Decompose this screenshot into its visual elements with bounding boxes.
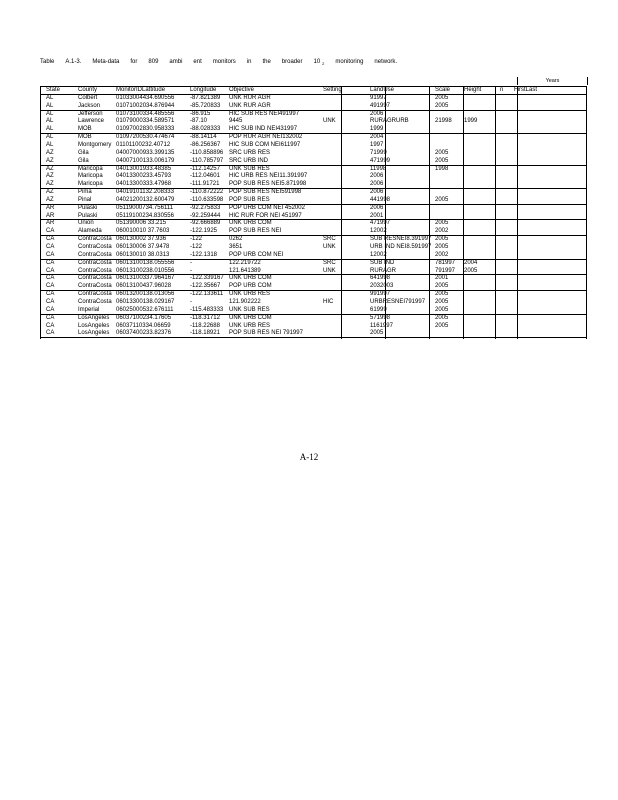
table-cell: 2006 (370, 189, 384, 196)
table-cell: 2006 (370, 204, 384, 211)
table-cell: 122.219722 (229, 259, 261, 266)
table-cell: CA (46, 259, 55, 266)
table-cell: 791997 (435, 267, 456, 274)
table-cell: 2005 (435, 322, 449, 329)
table-cell: -92.259444 (190, 212, 221, 219)
row-divider (40, 337, 586, 338)
table-row (40, 251, 586, 259)
table-cell: RURAGRURB (370, 118, 409, 125)
table-cell: -110.858896 (190, 149, 224, 156)
table-cell: AZ (46, 165, 54, 172)
table-cell: -111.91721 (190, 181, 220, 188)
table-cell: ContraCosta (78, 236, 112, 243)
page-number: A-12 (299, 452, 319, 462)
table-cell: 01097002830.958333 (116, 126, 175, 133)
table-cell: AR (46, 212, 55, 219)
table-cell: CA (46, 330, 55, 337)
table-cell: 571998 (370, 314, 391, 321)
table-row (40, 196, 586, 204)
caption-word: the (262, 59, 271, 65)
table-cell: AZ (46, 181, 54, 188)
table-cell: Maricopa (78, 165, 103, 172)
table-cell: 06013100337.964167 (116, 275, 175, 282)
table-cell: SRC URB RES (229, 149, 271, 156)
table-cell: 06037110334.06659 (116, 322, 171, 329)
table-row (40, 322, 586, 330)
table-cell: Jackson (78, 102, 101, 109)
table-cell: SUB RESNEI8.391997 (370, 236, 432, 243)
table-cell: 051390006 33.215 (116, 220, 167, 227)
table-cell: CA (46, 236, 55, 243)
table-cell: 21998 (435, 118, 452, 125)
table-cell: UNK URB COM (229, 314, 272, 321)
table-cell: POP URB COM NEI 452002 (229, 204, 305, 211)
table-cell: HIC RUR FOR NEI 451997 (229, 212, 302, 219)
table-cell: Colbert (78, 94, 98, 101)
table-cell: Maricopa (78, 173, 103, 180)
table-cell: 04013001933.48385 (116, 165, 172, 172)
table-cell: 1997 (370, 141, 384, 148)
table-cell: 05119100234.830556 (116, 212, 174, 219)
table-cell: 04013300233.45793 (116, 173, 172, 180)
table-row (40, 141, 586, 149)
table-cell: CA (46, 306, 55, 313)
table-cell: 060130002 37.936 (116, 236, 167, 243)
table-cell: UNK RUR AGR (229, 94, 271, 101)
caption-word: 10 (313, 59, 321, 65)
table-row (40, 290, 586, 298)
table-cell: URBRESNEI791997 (370, 298, 426, 305)
table-cell: -88.028333 (190, 126, 221, 133)
column-header: Setting (323, 87, 342, 93)
table-cell: CA (46, 267, 55, 274)
table-row (40, 117, 586, 125)
table-cell: 01101100232.40712 (116, 141, 171, 148)
table-cell: AZ (46, 189, 54, 196)
table-cell: Maricopa (78, 181, 103, 188)
table-cell: -110.872222 (190, 189, 224, 196)
table-cell: 05119000734.756111 (116, 204, 174, 211)
table-cell: 0262 (229, 236, 243, 243)
row-divider (40, 86, 586, 87)
table-cell: RURAGR (370, 267, 397, 274)
table-cell: ContraCosta (78, 244, 112, 250)
table-cell: 2006 (370, 110, 384, 117)
table-cell: 2005 (435, 291, 449, 298)
table-cell: Gila (78, 157, 89, 164)
caption-word: network. (374, 59, 398, 65)
table-row (40, 172, 586, 180)
table-cell: 9445 (229, 118, 243, 125)
table-cell: UNK URB RES (229, 322, 271, 329)
table-cell: -118.18921 (190, 330, 220, 337)
table-cell: 991997 (370, 291, 391, 298)
table-cell: -122.1318 (190, 251, 218, 258)
table-cell: AZ (46, 196, 54, 203)
table-cell: MOB (78, 134, 92, 141)
table-cell: POP URB COM (229, 283, 272, 290)
table-cell: 2004 (370, 134, 384, 141)
table-cell: 04013300333.47968 (116, 181, 172, 188)
table-row (40, 298, 586, 306)
table-cell: -112.14257 (190, 165, 220, 172)
caption-word: broader (281, 59, 303, 65)
table-cell: 641998 (370, 275, 391, 282)
table-cell: ContraCosta (78, 283, 112, 290)
table-cell: 2005 (435, 244, 449, 250)
table-cell: HIC URB RES NEI11.391997 (229, 173, 308, 180)
table-cell: 060010010 37.7603 (116, 228, 170, 235)
table-cell: AL (46, 102, 54, 109)
table-cell: CA (46, 291, 55, 298)
table-cell: -118.22688 (190, 322, 220, 329)
table-row (40, 329, 586, 337)
table-cell: 2005 (370, 330, 384, 337)
table-cell: 2032003 (370, 283, 394, 290)
table-cell: UNK RUR AGR (229, 102, 271, 109)
table-cell: MOB (78, 126, 92, 133)
table-cell: 01071002034.876944 (116, 102, 175, 109)
table-cell: 01033004434.690556 (116, 94, 175, 101)
table-cell: Pulaski (78, 204, 98, 211)
table-cell: -87.821389 (190, 94, 221, 101)
table-cell: UNK URB RES (229, 291, 271, 298)
table-cell: CA (46, 228, 55, 235)
table-row (40, 125, 586, 133)
table-cell: POP RUR AGR NEI132002 (229, 134, 303, 141)
caption-word: 2 (322, 61, 325, 67)
table-cell: Montgomery (78, 141, 112, 148)
table-row (40, 149, 586, 157)
table-cell: 12002 (370, 228, 387, 235)
table-cell: -122.1925 (190, 228, 218, 235)
table-cell: CA (46, 244, 55, 250)
caption-word: 809 (148, 59, 159, 65)
table-row (40, 227, 586, 235)
table-cell: SRC (323, 236, 336, 243)
table-cell: -122.339167 (190, 275, 224, 282)
table-row (40, 133, 586, 141)
table-cell: CA (46, 298, 55, 305)
table-cell: -88.14114 (190, 134, 217, 141)
table-cell: 06013100437.96028 (116, 283, 172, 290)
table-cell: SRC (323, 259, 336, 266)
table-cell: Imperial (78, 306, 100, 313)
table-cell: AZ (46, 149, 54, 156)
table-row (40, 235, 586, 243)
table-cell: -86.915 (190, 110, 211, 117)
table-cell: UNK SUB RES (229, 306, 270, 313)
table-row (40, 188, 586, 196)
table-cell: 2005 (435, 314, 449, 321)
table-cell: 2005 (435, 220, 449, 227)
table-cell: 491997 (370, 102, 391, 109)
table-cell: - (190, 298, 192, 305)
table-cell: POP URB COM NEI (229, 251, 284, 258)
table-cell: 060130006 37.9478 (116, 244, 170, 250)
table-cell: ContraCosta (78, 251, 112, 258)
table-cell: 2004 (464, 259, 478, 266)
table-row (40, 110, 586, 118)
column-header: FirstLast (514, 87, 538, 93)
table-cell: -87.10 (190, 118, 208, 125)
table-row (40, 165, 586, 173)
table-cell: 04007100133.006179 (116, 157, 175, 164)
table-cell: 781997 (435, 259, 456, 266)
table-cell: 2001 (435, 275, 449, 282)
caption-word: Meta-data (92, 59, 120, 65)
table-cell: 71999 (370, 149, 387, 156)
table-cell: Pima (78, 189, 92, 196)
table-cell: 04019101132.208333 (116, 189, 174, 196)
table-cell: -112.04601 (190, 173, 220, 180)
table-cell: CA (46, 251, 55, 258)
table-cell: Union (78, 220, 94, 227)
table-cell: 01073100334.485556 (116, 110, 175, 117)
column-header: MonitorIDLattitude (116, 87, 166, 93)
table-cell: Lawrence (78, 118, 105, 125)
table-cell: AL (46, 134, 54, 141)
caption-word: monitoring (335, 59, 364, 65)
caption-word: A.1-3. (65, 59, 82, 65)
table-cell: -118.31712 (190, 314, 220, 321)
table-cell: Pinal (78, 196, 92, 203)
table-cell: -115.483333 (190, 306, 224, 313)
table-cell: AL (46, 141, 54, 148)
table-cell: 91997 (370, 94, 387, 101)
table-cell: 61999 (370, 306, 387, 313)
table-cell: AL (46, 110, 54, 117)
table-cell: POP SUB RES NEI591998 (229, 189, 302, 196)
table-cell: SRC URB IND (229, 157, 269, 164)
table-cell: 2005 (435, 196, 449, 203)
table-cell: CA (46, 283, 55, 290)
table-cell: -85.720833 (190, 102, 221, 109)
table-cell: -122 (190, 244, 203, 250)
table-cell: 121.902222 (229, 298, 261, 305)
table-cell: ContraCosta (78, 298, 112, 305)
table-cell: POP SUB RES (229, 196, 270, 203)
table-cell: -92.275833 (190, 204, 221, 211)
table-cell: UNK (323, 244, 336, 250)
table-cell: -110.785797 (190, 157, 224, 164)
table-cell: UNK (323, 118, 336, 125)
table-row (40, 212, 586, 220)
table-cell: CA (46, 322, 55, 329)
table-cell: 2006 (370, 173, 384, 180)
table-cell: -110.633598 (190, 196, 224, 203)
column-header: Objective (229, 87, 255, 93)
table-row (40, 243, 586, 251)
table-cell: 2001 (370, 212, 384, 219)
table-cell: - (190, 259, 192, 266)
table-row (40, 282, 586, 290)
table-row (40, 306, 586, 314)
column-header: n (500, 87, 504, 93)
table-cell: SUB IND (370, 259, 395, 266)
table-header-row (40, 86, 586, 94)
table-cell: AL (46, 126, 54, 133)
table-cell: 2005 (435, 236, 449, 243)
table-cell: - (190, 267, 192, 274)
table-cell: HIC (323, 298, 334, 305)
caption-word: Table (40, 59, 55, 65)
table-caption (40, 58, 580, 68)
table-cell: 2002 (435, 251, 449, 258)
table-cell: UNK URB COM (229, 275, 272, 282)
table-cell: 2005 (435, 306, 449, 313)
table-cell: UNK SUB RES (229, 165, 270, 172)
table-cell: ContraCosta (78, 259, 112, 266)
table-cell: 1998 (435, 165, 449, 172)
table-cell: 2005 (435, 283, 449, 290)
table-cell: -122 (190, 236, 203, 243)
table-cell: 3651 (229, 244, 243, 250)
table-cell: HIC SUB IND NEI431997 (229, 126, 298, 133)
table-cell: 121.641389 (229, 267, 261, 274)
table-cell: AZ (46, 173, 54, 180)
table-cell: 2005 (435, 94, 449, 101)
caption-word: for (130, 59, 138, 65)
caption-word: ent (193, 59, 202, 65)
table-row (40, 314, 586, 322)
table-row (40, 204, 586, 212)
table-cell: AR (46, 220, 55, 227)
table-cell: HIC SUB RES NEI491997 (229, 110, 300, 117)
table-row (40, 267, 586, 275)
table-cell: LosAngeles (78, 330, 110, 337)
table-cell: 06013100238.010556 (116, 267, 175, 274)
table-cell: 2005 (435, 298, 449, 305)
table-cell: HIC SUB COM NEI611997 (229, 141, 301, 148)
table-cell: UNK (323, 267, 336, 274)
table-row (40, 274, 586, 282)
table-row (40, 102, 586, 110)
table-cell: 2002 (435, 228, 449, 235)
table-cell: ContraCosta (78, 267, 112, 274)
column-divider (586, 86, 587, 339)
table-cell: AZ (46, 157, 54, 164)
caption-word: monitors (212, 59, 236, 65)
table-cell: 1161997 (370, 322, 393, 329)
table-cell: AL (46, 94, 54, 101)
table-cell: LosAngeles (78, 314, 110, 321)
table-row (40, 259, 586, 267)
table-cell: 06037100234.17605 (116, 314, 172, 321)
table-cell: 06013200138.013056 (116, 291, 175, 298)
caption-word: ambi (169, 59, 183, 65)
table-cell: AL (46, 118, 54, 125)
table-cell: LosAngeles (78, 322, 110, 329)
table-cell: 12002 (370, 251, 387, 258)
table-cell: 06013300138.029167 (116, 298, 175, 305)
table-cell: ContraCosta (78, 275, 112, 282)
table-cell: Gila (78, 149, 89, 156)
table-cell: 11998 (370, 165, 387, 172)
table-row (40, 157, 586, 165)
table-cell: 01097200530.474674 (116, 134, 175, 141)
column-header: Longitude (190, 87, 217, 93)
table-cell: Pulaski (78, 212, 98, 219)
table-cell: 06037400233.82376 (116, 330, 172, 337)
table-cell: -122.133611 (190, 291, 224, 298)
table-cell: 04021200132.600479 (116, 196, 175, 203)
column-header: Scale (435, 87, 451, 93)
table-cell: 471997 (370, 220, 391, 227)
column-header: State (46, 87, 61, 93)
table-cell: 2005 (464, 267, 478, 274)
table-cell: 2005 (435, 102, 449, 109)
table-cell: 1999 (464, 118, 478, 125)
table-cell: 04007000933.399135 (116, 149, 175, 156)
table-cell: 060130010 38.0313 (116, 251, 170, 258)
caption-word: in (246, 59, 252, 65)
table-cell: 2006 (370, 181, 384, 188)
table-cell: ContraCosta (78, 291, 112, 298)
table-cell: 1999 (370, 126, 384, 133)
table-cell: 06013100138.055556 (116, 259, 175, 266)
table-cell: URB IND NEI8.591997 (370, 244, 432, 250)
table-cell: 2005 (435, 157, 449, 164)
table-cell: POP SUB RES NEI (229, 228, 282, 235)
years-header: Years (517, 77, 588, 85)
table-cell: CA (46, 275, 55, 282)
table-row (40, 219, 586, 227)
table-cell: 06025000532.676111 (116, 306, 174, 313)
table-cell: POP SUB RES NEI5.871998 (229, 181, 307, 188)
table-row (40, 180, 586, 188)
table-cell: 441998 (370, 196, 391, 203)
table-cell: 2005 (435, 149, 449, 156)
table-cell: Jefferson (78, 110, 103, 117)
table-row (40, 94, 586, 102)
column-header: Height (464, 87, 482, 93)
table-cell: -86.256367 (190, 141, 221, 148)
table-cell: CA (46, 314, 55, 321)
table-cell: POP SUB RES NEI 791997 (229, 330, 303, 337)
table-cell: AR (46, 204, 55, 211)
column-header: County (78, 87, 98, 93)
table-cell: 01079000334.589571 (116, 118, 175, 125)
table-cell: Alameda (78, 228, 102, 235)
table-cell: -92.666889 (190, 220, 221, 227)
table-cell: -122.35667 (190, 283, 221, 290)
table-cell: 471999 (370, 157, 391, 164)
table-cell: UNK URB COM (229, 220, 272, 227)
column-header: LandUse (370, 87, 395, 93)
